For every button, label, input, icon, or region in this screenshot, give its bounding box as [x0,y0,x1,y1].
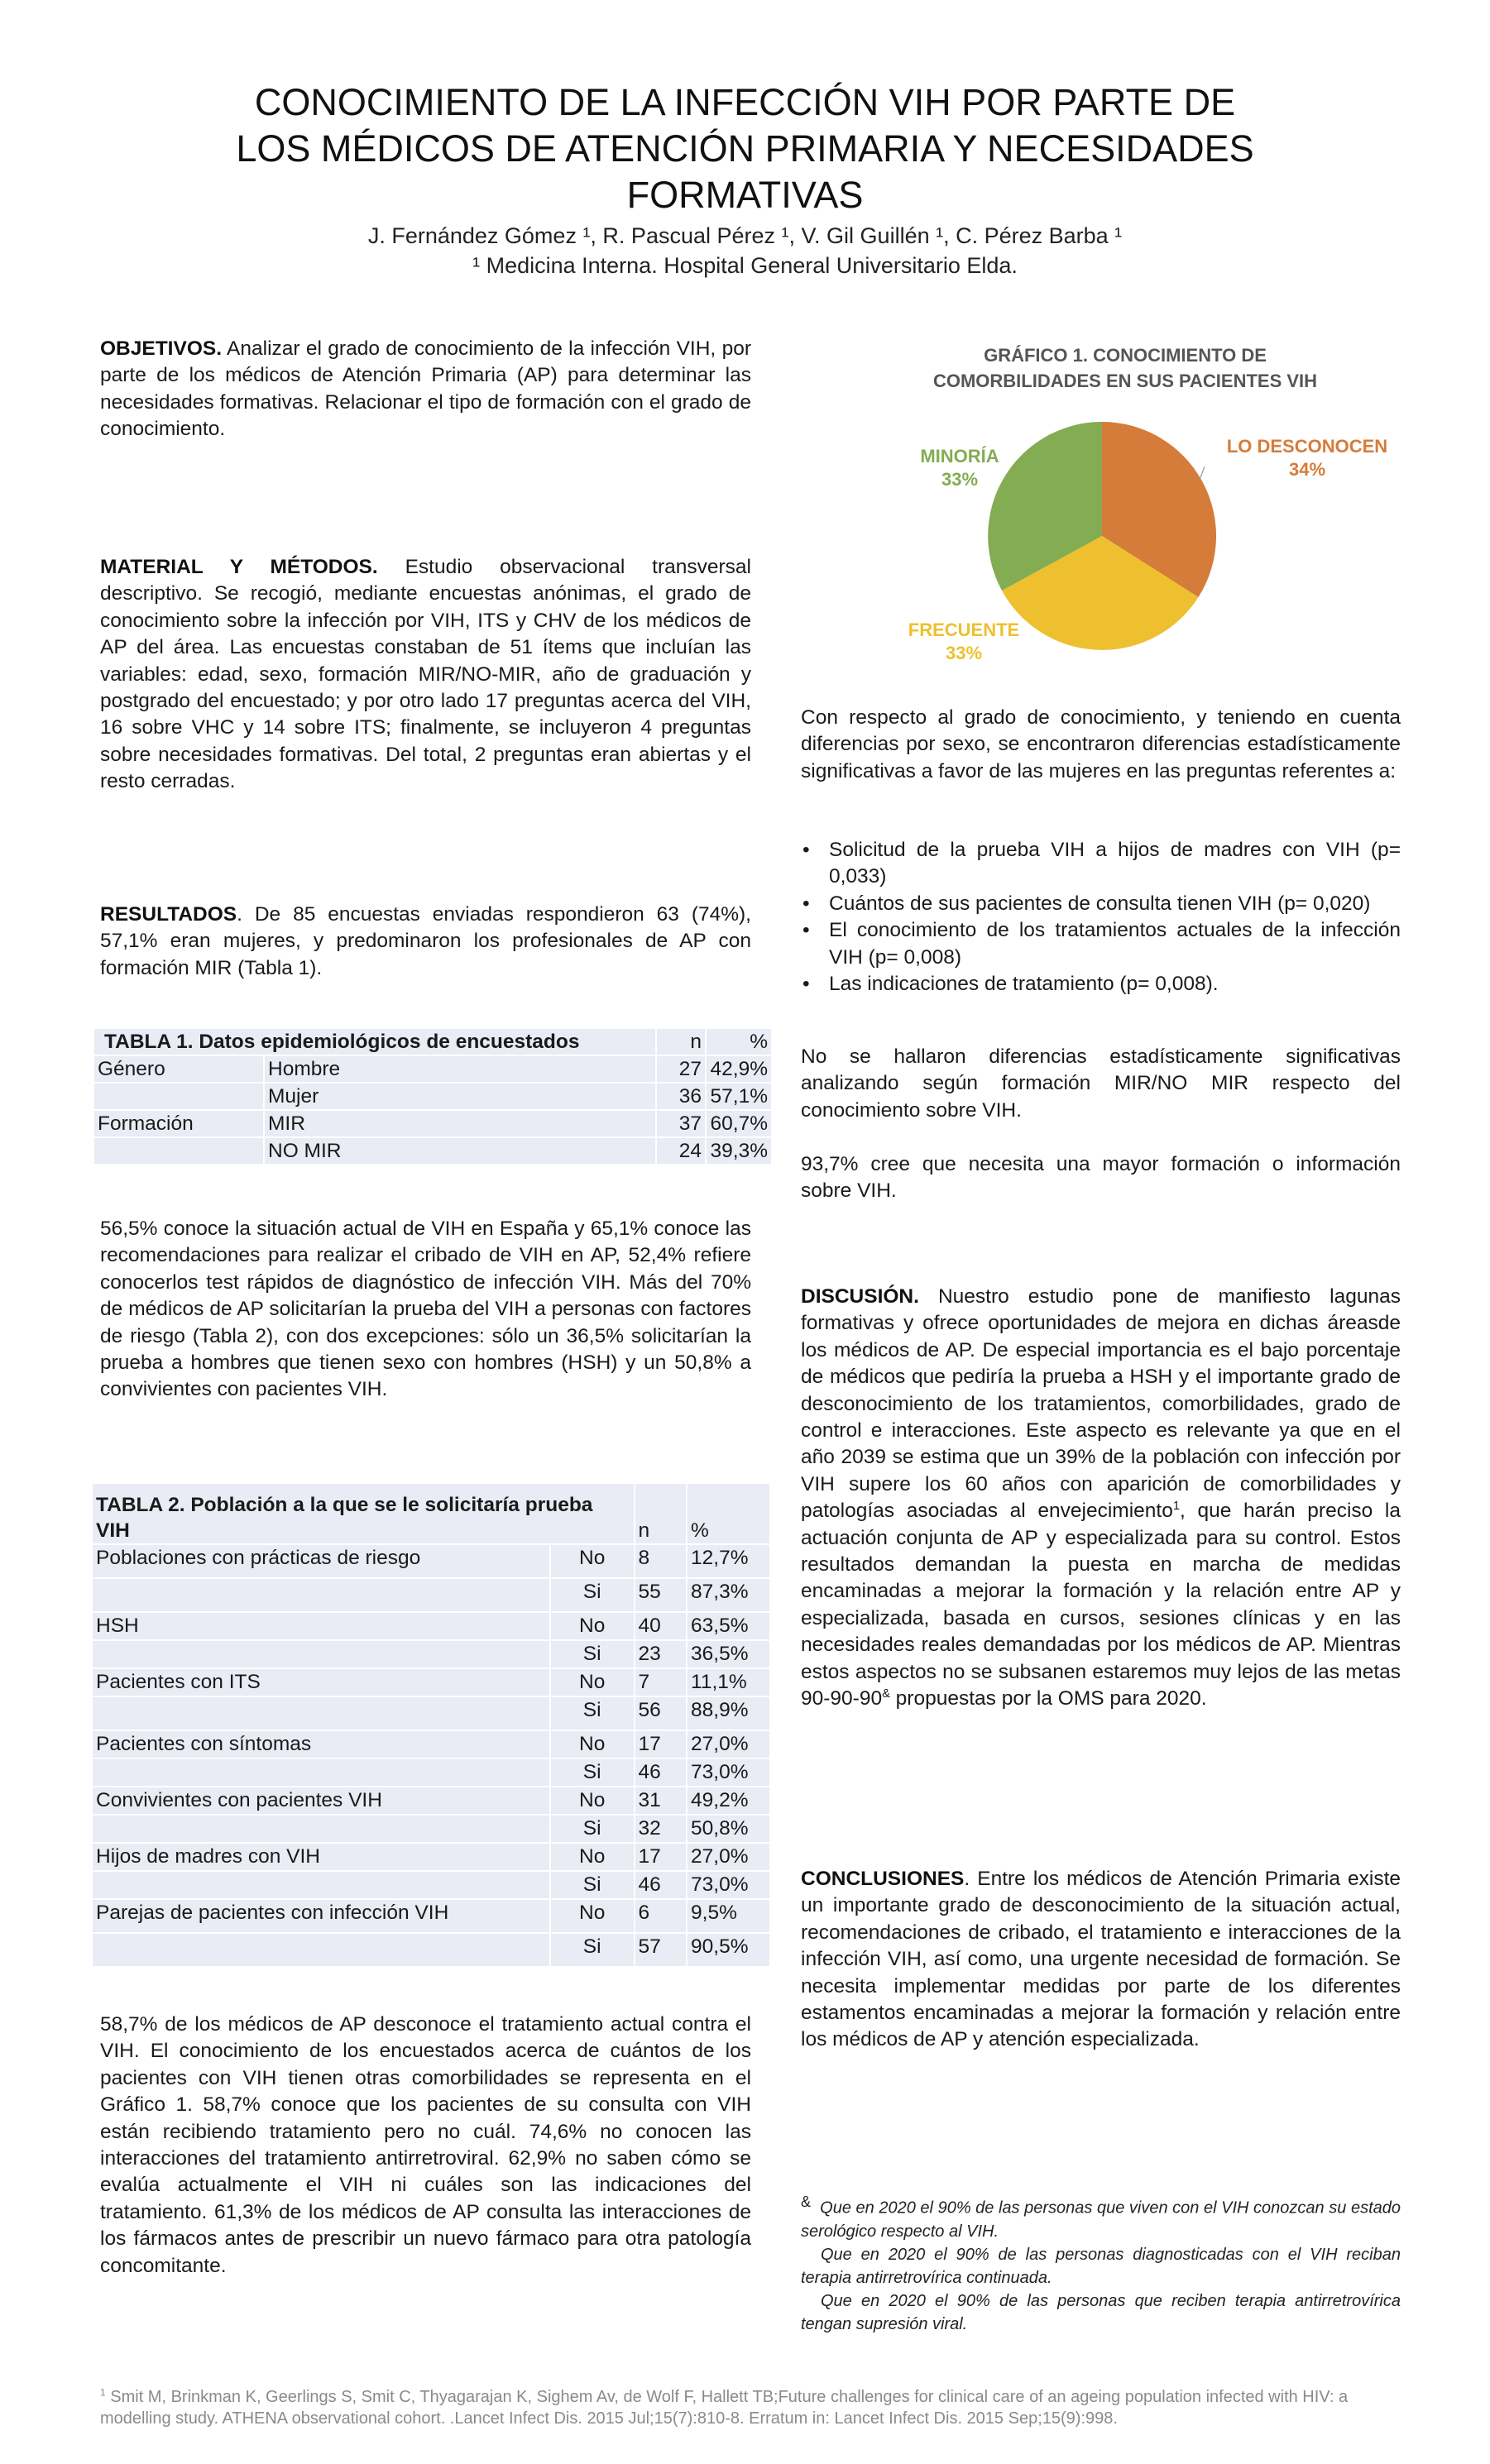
tabla-2-col-pct: % [687,1483,770,1544]
table-row [93,1055,772,1083]
row-pct: 57,1% [706,1083,772,1110]
tabla-1-col-pct: % [706,1028,772,1055]
chart-title-line-1: GRÁFICO 1. CONOCIMIENTO DE [984,345,1267,366]
poster-title [0,79,1490,218]
sexo-intro: Con respecto al grado de conocimiento, y teniendo en cuenta diferencias por sexo, se encontraron diferencias estadísticamente significativas a favor de las mujeres en las preguntas referentes a: [801,706,1401,782]
label-value: 33% [945,643,983,663]
affiliation: ¹ Medicina Interna. Hospital General Universitario Elda. [472,253,1018,278]
row-pct: 12,7% [687,1544,770,1578]
discusion-section [801,1284,1401,1713]
row-n: 31 [635,1787,688,1815]
objetivos-section [100,336,751,443]
conclusiones-heading: CONCLUSIONES [801,1868,965,1890]
row-group [92,1696,550,1730]
row-group: Género [93,1055,264,1083]
row-group: HSH [92,1612,550,1640]
row-pct: 42,9% [706,1055,772,1083]
tabla-1 [93,1027,773,1165]
resultados-section [100,902,751,982]
discusion-text-b: , que harán preciso la actuación conjunta de AP y especializada para su control. Estos resultados demandan la puesta en marcha de medidas encaminadas a mejorar la formación y la relación entre AP y especializada, basada en cursos, sesiones clínicas y en las necesidades reales demandadas por los médicos de AP. Mientras estos aspectos no se subsanen estaremos muy lejos de las metas 90-90-90 [801,1500,1401,1710]
tabla-1-col-n: n [656,1028,706,1055]
conclusiones-section [801,1866,1401,2054]
row-pct: 88,9% [687,1696,770,1730]
row-group [92,1578,550,1612]
row-n: 17 [635,1730,688,1758]
table-row [92,1730,770,1758]
pie-label-minoria [894,445,1026,491]
table-row [92,1933,770,1967]
row-n: 27 [656,1055,706,1083]
footnote-text: Que en 2020 el 90% de las personas que viven con el VIH conozcan su estado serológico respecto al VIH. [801,2198,1401,2241]
row-response: No [550,1899,635,1933]
row-group: Convivientes con pacientes VIH [92,1787,550,1815]
resultados-2: 56,5% conoce la situación actual de VIH en España y 65,1% conoce las recomendaciones para realizar el cribado de VIH en AP, 52,4% refiere conocerlos test rápidos de diagnóstico de infección VIH. Más del 70% de médicos de AP solicitarían la prueba del VIH a personas con factores de riesgo (Tabla 2), con dos excepciones: sólo un 36,5% solicitarían la prueba a hombres que tienen sexo con hombres (HSH) y un 50,8% a convivientes con pacientes VIH. [100,1218,751,1401]
table-row [92,1787,770,1815]
row-response: No [550,1787,635,1815]
table-row [92,1668,770,1696]
row-n: 24 [656,1137,706,1165]
tabla-2-header [92,1483,770,1544]
row-response: Si [550,1815,635,1843]
row-response: Si [550,1933,635,1967]
title-line-3: FORMATIVAS [626,174,864,216]
row-pct: 73,0% [687,1871,770,1899]
table-row [92,1640,770,1668]
metodos-section [100,554,751,796]
row-pct: 73,0% [687,1758,770,1787]
label-name: FRECUENTE [908,620,1020,640]
row-pct: 36,5% [687,1640,770,1668]
row-n: 56 [635,1696,688,1730]
list-item: • Las indicaciones de tratamiento (p= 0,008). [801,971,1401,998]
row-group [92,1815,550,1843]
row-n: 37 [656,1110,706,1137]
row-pct: 49,2% [687,1787,770,1815]
reference-text: Smit M, Brinkman K, Geerlings S, Smit C, Thyagarajan K, Sighem Av, de Wolf F, Hallett TB;Future challenges for clinical care of an ageing population infected with HIV: a modelling study. ATHENA observational cohort. .Lancet Infect Dis. 2015 Jul;15(7):810-8. Erratum in: Lancet Infect Dis. 2015 Sep;15(9):998. [100,2388,1349,2428]
row-n: 6 [635,1899,688,1933]
row-n: 17 [635,1843,688,1871]
authors: J. Fernández Gómez ¹, R. Pascual Pérez ¹, V. Gil Guillén ¹, C. Pérez Barba ¹ [367,223,1123,248]
row-n: 46 [635,1871,688,1899]
pie-label-frecuente [894,619,1034,665]
necesidad-paragraph: 93,7% cree que necesita una mayor formación o información sobre VIH. [801,1153,1401,1203]
table-row [93,1083,772,1110]
row-group [93,1137,264,1165]
footnote-marker-amp: & [882,1687,890,1701]
list-item: • El conocimiento de los tratamientos actuales de la infección VIH (p= 0,008) [801,917,1401,971]
row-pct: 60,7% [706,1110,772,1137]
row-n: 57 [635,1933,688,1967]
pie-label-lo-desconocen [1208,435,1406,481]
list-item: • Cuántos de sus pacientes de consulta tienen VIH (p= 0,020) [801,891,1401,917]
row-response: Si [550,1696,635,1730]
chart-title-line-2: COMORBILIDADES EN SUS PACIENTES VIH [932,371,1318,391]
row-response: Si [550,1578,635,1612]
row-group: Pacientes con síntomas [92,1730,550,1758]
tabla-1-header [93,1028,772,1055]
footnote-1 [801,2190,1401,2243]
row-pct: 90,5% [687,1933,770,1967]
row-group [93,1083,264,1110]
tabla-2 [91,1482,771,1968]
label-name: MINORÍA [920,446,999,466]
table-row [93,1110,772,1137]
discusion-text-a: Nuestro estudio pone de manifiesto lagunas formativas y ofrece oportunidades de mejora en dichas áreasde los médicos de AP. De especial importancia es el bajo porcentaje de médicos que pediría la prueba a HSH y el importante grado de desconocimiento de los tratamientos, comorbilidades, grado de control e interacciones. Este aspecto es relevante ya que en el año 2039 se estima que un 39% de la población con infección por VIH supere los 60 años con aparición de comorbilidades y patologías asociadas al envejecimiento [801,1285,1401,1523]
reference [100,2386,1391,2429]
row-pct: 9,5% [687,1899,770,1933]
title-line-2: LOS MÉDICOS DE ATENCIÓN PRIMARIA Y NECESIDADES [236,127,1254,170]
row-response: No [550,1668,635,1696]
discusion-heading: DISCUSIÓN. [801,1285,919,1308]
row-group: Formación [93,1110,264,1137]
row-response: Si [550,1871,635,1899]
mir-paragraph: No se hallaron diferencias estadísticamente significativas analizando según formación MIR/NO MIR respecto del conocimiento sobre VIH. [801,1045,1401,1122]
label-value: 34% [1288,459,1326,480]
row-group [92,1933,550,1967]
row-category: Hombre [264,1055,656,1083]
table-row [92,1544,770,1578]
table-row [92,1871,770,1899]
metodos-heading: MATERIAL Y MÉTODOS. [100,556,378,578]
row-group [92,1758,550,1787]
objetivos-heading: OBJETIVOS. [100,337,223,360]
row-n: 8 [635,1544,688,1578]
chart-title [860,342,1390,394]
row-group: Poblaciones con prácticas de riesgo [92,1544,550,1578]
row-group: Parejas de pacientes con infección VIH [92,1899,550,1933]
sexo-bullets [801,837,1401,998]
tabla-2-title: TABLA 2. Población a la que se le solicitaría prueba VIH [92,1483,635,1544]
row-n: 7 [635,1668,688,1696]
row-n: 32 [635,1815,688,1843]
table-row [92,1843,770,1871]
row-pct: 27,0% [687,1730,770,1758]
footnote-2: Que en 2020 el 90% de las personas diagnosticadas con el VIH reciban terapia antirretrovírica continuada. [801,2245,1401,2287]
row-pct: 50,8% [687,1815,770,1843]
row-group [92,1871,550,1899]
footnote-marker-1: 1 [1172,1500,1180,1514]
discusion-text-c: propuestas por la OMS para 2020. [889,1687,1207,1710]
title-line-1: CONOCIMIENTO DE LA INFECCIÓN VIH POR PARTE DE [254,81,1236,123]
table-row [92,1815,770,1843]
list-item: • Solicitud de la prueba VIH a hijos de madres con VIH (p= 0,033) [801,837,1401,891]
tabla-2-col-n: n [635,1483,688,1544]
row-response: Si [550,1640,635,1668]
row-response: No [550,1843,635,1871]
objetivos-text: Analizar el grado de conocimiento de la infección VIH, por parte de los médicos de Atención Primaria (AP) para determinar las necesidades formativas. Relacionar el tipo de formación con el grado de conocimiento. [100,337,751,441]
row-n: 23 [635,1640,688,1668]
row-group: Hijos de madres con VIH [92,1843,550,1871]
row-group [92,1640,550,1668]
resultados-text: . De 85 encuestas enviadas respondieron 63 (74%), 57,1% eran mujeres, y predominaron los profesionales de AP con formación MIR (Tabla 1). [100,903,751,979]
table-row [93,1137,772,1165]
table-row [92,1899,770,1933]
row-category: Mujer [264,1083,656,1110]
metodos-text: Estudio observacional transversal descriptivo. Se recogió, mediante encuestas anónimas, el grado de conocimiento sobre la infección por VIH, ITS y CHV de los médicos de AP del área. Las encuestas constaban de 51 ítems que incluían las variables: edad, sexo, formación MIR/NO-MIR, año de graduación y postgrado del encuestado; y por otro lado 17 preguntas acerca del VIH, 16 sobre VHC y 14 sobre ITS; finalmente, se incluyeron 4 preguntas sobre necesidades formativas. Del total, 2 preguntas eran abiertas y el resto cerradas. [100,556,752,793]
table-row [92,1696,770,1730]
label-name: LO DESCONOCEN [1226,436,1388,457]
row-category: MIR [264,1110,656,1137]
row-response: No [550,1544,635,1578]
row-n: 55 [635,1578,688,1612]
table-row [92,1612,770,1640]
leader-line [1200,466,1205,480]
tabla-1-title: TABLA 1. Datos epidemiológicos de encuestados [93,1028,656,1055]
resultados-heading: RESULTADOS [100,903,237,926]
row-response: No [550,1730,635,1758]
reference-marker: 1 [100,2386,106,2399]
footnotes [801,2190,1401,2336]
table-row [92,1578,770,1612]
row-response: Si [550,1758,635,1787]
row-pct: 27,0% [687,1843,770,1871]
table-row [92,1758,770,1787]
row-pct: 11,1% [687,1668,770,1696]
resultados-3: 58,7% de los médicos de AP desconoce el tratamiento actual contra el VIH. El conocimiento de los encuestados acerca de cuántos de los pacientes con VIH tienen otras comorbilidades se representa en el Gráfico 1. 58,7% conoce que los pacientes de su consulta con VIH están recibiendo tratamiento pero no cuál. 74,6% no conocen las interacciones del tratamiento antirretroviral. 62,9% no saben cómo se evalúa actualmente el VIH ni cuáles son las indicaciones del tratamiento. 61,3% de los médicos de AP consulta las interacciones de los fármacos antes de prescribir un nuevo fármaco para otra patología concomitante. [100,2013,751,2277]
footnote-symbol: & [801,2194,812,2210]
row-pct: 63,5% [687,1612,770,1640]
row-n: 46 [635,1758,688,1787]
row-response: No [550,1612,635,1640]
row-pct: 87,3% [687,1578,770,1612]
row-group: Pacientes con ITS [92,1668,550,1696]
label-value: 33% [941,469,979,490]
row-category: NO MIR [264,1137,656,1165]
row-n: 36 [656,1083,706,1110]
row-pct: 39,3% [706,1137,772,1165]
footnote-3: Que en 2020 el 90% de las personas que reciben terapia antirretrovírica tengan supresión viral. [801,2291,1401,2333]
row-n: 40 [635,1612,688,1640]
conclusiones-text: . Entre los médicos de Atención Primaria existe un importante grado de desconocimiento de la situación actual, recomendaciones de cribado, el tratamiento e interacciones de la infección VIH, así como, una urgente necesidad de formación. Se necesita implementar medidas por parte de los diferentes estamentos encaminadas a mejorar la formación y relación entre los médicos de AP y atención especializada. [801,1868,1401,2051]
